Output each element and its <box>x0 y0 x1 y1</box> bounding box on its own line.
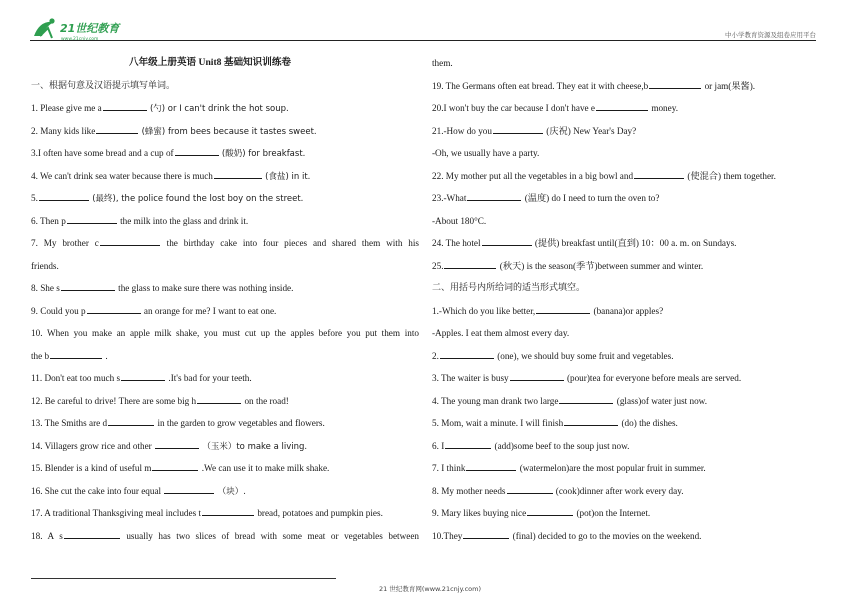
question-line: 5. (最终), the police found the lost boy on the street. <box>31 193 304 204</box>
footer-text: 21 世纪教育网(www.21cnjy.com) <box>379 585 481 593</box>
question-line: 1.-Which do you like better, (banana)or apples? <box>432 305 664 316</box>
answer-blank[interactable] <box>559 394 613 404</box>
answer-blank[interactable] <box>103 101 147 111</box>
question-line: friends. <box>31 260 59 271</box>
answer-blank[interactable] <box>202 506 254 516</box>
answer-blank[interactable] <box>440 349 494 359</box>
page-title: 八年级上册英语 Unit8 基础知识训练卷 <box>128 57 292 68</box>
answer-blank[interactable] <box>67 214 117 224</box>
question-line: 19. The Germans often eat bread. They eat it with cheese,b or jam(果酱). <box>432 80 756 91</box>
answer-blank[interactable] <box>197 394 241 404</box>
answer-blank[interactable] <box>121 371 165 381</box>
answer-blank[interactable] <box>507 484 553 494</box>
question-line: the b . <box>31 350 108 361</box>
question-line: them. <box>432 58 453 68</box>
question-line: 13. The Smiths are d in the garden to grow vegetables and flowers. <box>31 418 325 428</box>
question-line: 6. I (add)some beef to the soup just now. <box>432 440 630 451</box>
answer-blank[interactable] <box>564 416 618 426</box>
question-line: 7. My brother c the birthday cake into four pieces and shared them with his <box>31 238 419 248</box>
platform-name: 中小学教育资源及组卷应用平台 <box>725 31 816 39</box>
footer-divider <box>31 578 336 579</box>
answer-blank[interactable] <box>96 124 138 134</box>
question-line: 16. She cut the cake into four equal （块）. <box>31 485 246 497</box>
header-divider <box>30 40 816 41</box>
question-line: 14. Villagers grow rice and other （玉米）to make a living. <box>31 440 308 452</box>
question-line: 18. A s usually has two slices of bread with some meat or vegetables between <box>31 530 419 541</box>
answer-blank[interactable] <box>510 371 564 381</box>
answer-blank[interactable] <box>444 259 496 269</box>
question-line: 2. (one), we should buy some fruit and vegetables. <box>432 350 674 361</box>
answer-blank[interactable] <box>39 191 89 201</box>
answer-blank[interactable] <box>155 439 199 449</box>
section-heading: 一、根据句意及汉语提示填写单词。 <box>31 80 176 91</box>
question-line: 24. The hotel (提供) breakfast until(直到) 10：00 a. m. on Sundays. <box>432 238 737 248</box>
question-line: 22. My mother put all the vegetables in a big bowl and (使混合) them together. <box>432 170 776 181</box>
question-line: -Apples. I eat them almost every day. <box>432 328 570 338</box>
section-heading: 二、用括号内所给词的适当形式填空。 <box>432 283 586 293</box>
answer-blank[interactable] <box>50 349 102 359</box>
question-line: 3.I often have some bread and a cup of (酸奶) for breakfast. <box>31 148 306 159</box>
answer-blank[interactable] <box>87 304 141 314</box>
answer-blank[interactable] <box>493 124 543 134</box>
answer-blank[interactable] <box>482 236 532 246</box>
question-line: 9. Mary likes buying nice (pot)on the Internet. <box>432 508 651 518</box>
right-column <box>432 52 820 547</box>
question-line: 11. Don't eat too much s .It's bad for your teeth. <box>31 373 252 383</box>
answer-blank[interactable] <box>445 439 491 449</box>
answer-blank[interactable] <box>61 281 115 291</box>
answer-blank[interactable] <box>164 484 214 494</box>
svg-text:21世纪教育: 21世纪教育 <box>60 22 120 35</box>
answer-blank[interactable] <box>64 529 120 539</box>
answer-blank[interactable] <box>649 79 701 89</box>
question-line: -Oh, we usually have a party. <box>432 148 540 158</box>
question-line: 1. Please give me a (勺) or I can't drink the hot soup. <box>31 103 289 114</box>
question-line: 10.They (final) decided to go to the movies on the weekend. <box>432 530 702 541</box>
question-line: 23.-What (温度) do I need to turn the oven to? <box>432 193 660 203</box>
answer-blank[interactable] <box>466 461 516 471</box>
question-line: 21.-How do you (庆祝) New Year's Day? <box>432 125 637 136</box>
answer-blank[interactable] <box>463 529 509 539</box>
question-line: 6. Then p the milk into the glass and drink it. <box>31 215 249 226</box>
question-line: 15. Blender is a kind of useful m .We can use it to make milk shake. <box>31 463 330 473</box>
question-line: 3. The waiter is busy (pour)tea for everyone before meals are served. <box>432 373 742 383</box>
question-line: 12. Be careful to drive! There are some big h on the road! <box>31 395 289 406</box>
question-line: 5. Mom, wait a minute. I will finish (do) the dishes. <box>432 418 678 428</box>
answer-blank[interactable] <box>214 169 262 179</box>
question-line: 17. A traditional Thanksgiving meal includes t bread, potatoes and pumpkin pies. <box>31 508 383 518</box>
question-line: 8. My mother needs (cook)dinner after work every day. <box>432 485 684 496</box>
svg-text:www.21cnjy.com: www.21cnjy.com <box>61 37 99 42</box>
question-line: 2. Many kids like (蜂蜜) from bees because it tastes sweet. <box>31 125 317 137</box>
question-line: 4. We can't drink sea water because there is much (食盐) in it. <box>31 170 311 182</box>
question-line: 25. (秋天) is the season(季节)between summer and winter. <box>432 260 704 271</box>
question-line: 20.I won't buy the car because I don't have e money. <box>432 103 679 113</box>
answer-blank[interactable] <box>536 304 590 314</box>
question-line: 7. I think (watermelon)are the most popular fruit in summer. <box>432 463 706 473</box>
answer-blank[interactable] <box>175 146 219 156</box>
question-line: 10. When you make an apple milk shake, you must cut up the apples before you put them into <box>31 328 419 338</box>
question-line: 9. Could you p an orange for me? I want to eat one. <box>31 305 277 316</box>
question-line: 4. The young man drank two large (glass)of water just now. <box>432 395 708 406</box>
answer-blank[interactable] <box>634 169 684 179</box>
question-line: -About 180°C. <box>432 215 487 226</box>
answer-blank[interactable] <box>467 191 521 201</box>
answer-blank[interactable] <box>152 461 198 471</box>
answer-blank[interactable] <box>108 416 154 426</box>
answer-blank[interactable] <box>596 101 648 111</box>
left-column <box>31 52 419 547</box>
question-line: 8. She s the glass to make sure there was nothing inside. <box>31 283 294 293</box>
answer-blank[interactable] <box>100 236 160 246</box>
answer-blank[interactable] <box>527 506 573 516</box>
